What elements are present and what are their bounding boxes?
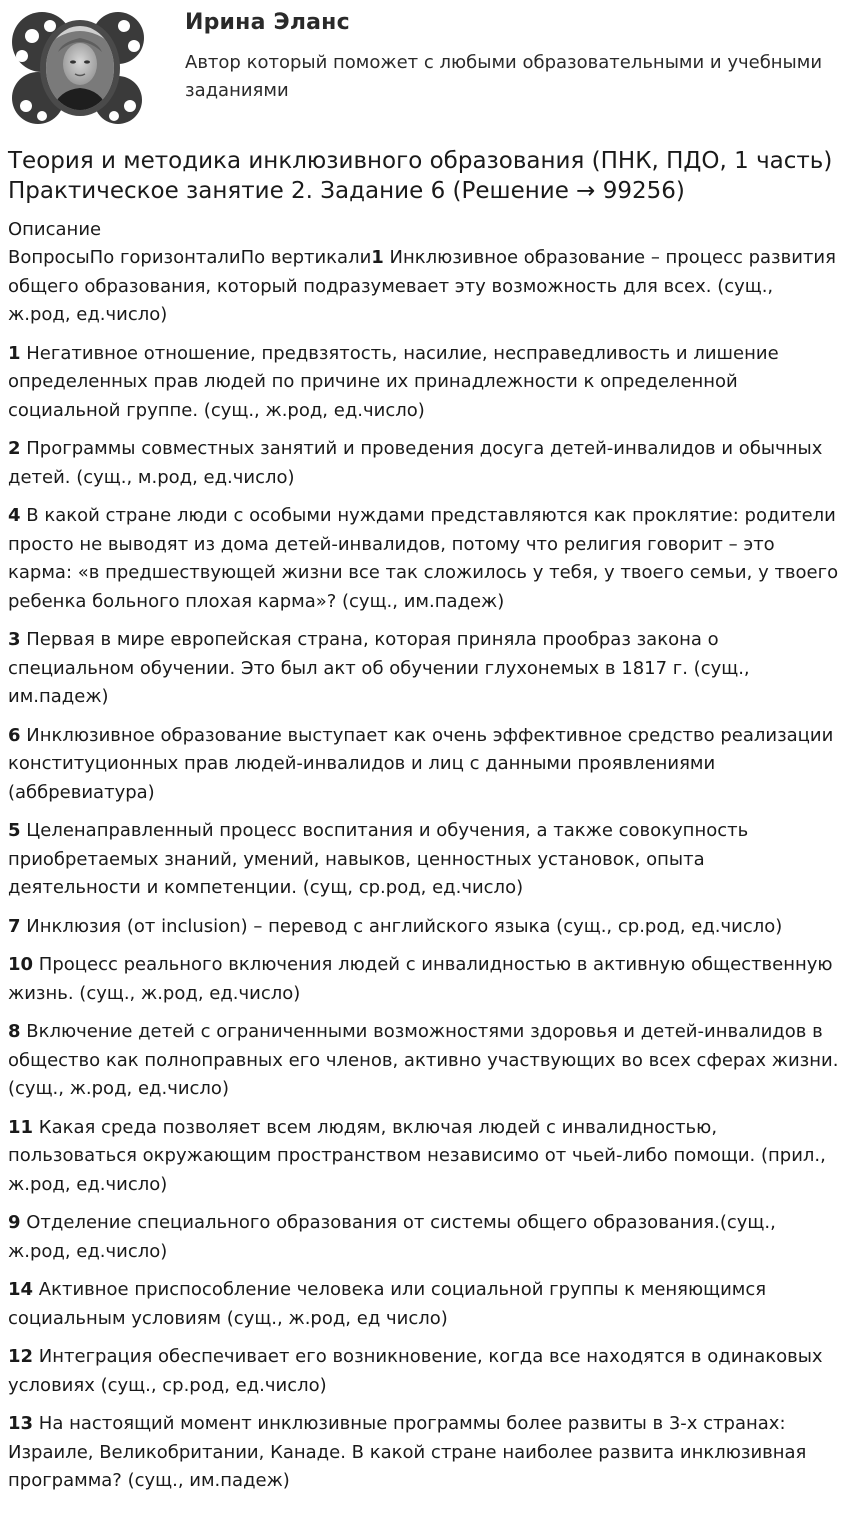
author-avatar[interactable] <box>6 6 152 128</box>
question-text: Активное приспособление человека или социальной группы к меняющимся социальным условиям (сущ., ж.род, ед число) <box>8 1279 767 1329</box>
question-number: 2 <box>8 438 21 459</box>
question-number: 6 <box>8 724 21 746</box>
author-description: Автор который поможет с любыми образовательными и учебными заданиями <box>185 52 823 101</box>
question-number: 4 <box>8 505 21 526</box>
question-text: В какой стране люди с особыми нуждами представляются как проклятие: родители просто не выводят из дома детей-инвалидов, потому что религия говорит – это карма: «в предшествующей жизни все так сложилось у тебя, у твоего семьи, у твоего ребенка больного плохая карма»? (сущ., им.падеж) <box>8 505 839 612</box>
question-number: 12 <box>8 1346 34 1367</box>
question-text: Какая среда позволяет всем людям, включая людей с инвалидностью, пользоваться окружающим пространством независимо от чьей-либо помощи. (прил., ж.род, ед.число) <box>8 1116 826 1195</box>
question-text: Процесс реального включения людей с инвалидностью в активную общественную жизнь. (сущ., ж.род, ед.число) <box>8 954 833 1004</box>
task-content <box>8 146 840 1506</box>
question-item <box>8 1410 840 1496</box>
description-label: Описание <box>8 219 102 240</box>
question-text: Инклюзивное образование – процесс развития общего образования, который подразумевает эту возможность для всех. (сущ., ж.род, ед.число) <box>8 247 836 325</box>
question-number: 7 <box>8 915 21 937</box>
question-number: 13 <box>8 1413 34 1434</box>
question-number: 11 <box>8 1116 34 1138</box>
question-text: Первая в мире европейская страна, которая приняла прообраз закона о специальном обучении. Это был акт об обучении глухонемых в 1817 г. (сущ., им.падеж) <box>8 629 750 707</box>
intro-prefix: ВопросыПо горизонталиПо вертикали <box>8 247 372 268</box>
question-item <box>8 951 840 1008</box>
question-item <box>8 817 840 903</box>
question-text: Целенаправленный процесс воспитания и обучения, а также совокупность приобретаемых знаний, умений, навыков, ценностных установок, опыта деятельности и компетенции. (сущ, ср.род, ед.число) <box>8 820 749 898</box>
question-item <box>8 244 840 330</box>
question-number: 5 <box>8 820 21 841</box>
question-text: Программы совместных занятий и проведения досуга детей-инвалидов и обычных детей. (сущ., м.род, ед.число) <box>8 438 823 488</box>
question-number: 8 <box>8 1021 21 1042</box>
question-number: 14 <box>8 1279 34 1300</box>
questions-list <box>8 244 840 1496</box>
question-item <box>8 722 840 808</box>
question-item <box>8 435 840 492</box>
question-text: Включение детей с ограниченными возможностями здоровья и детей-инвалидов в общество как полноправных его членов, активно участвующих во всех сферах жизни. (сущ., ж.род, ед.число) <box>8 1021 839 1099</box>
question-item <box>8 1018 840 1104</box>
question-text: Отделение специального образования от системы общего образования.(сущ., ж.род, ед.число) <box>8 1212 776 1262</box>
question-item <box>8 340 840 426</box>
question-item <box>8 913 840 942</box>
question-text: Инклюзия (от inclusion) – перевод с английского языка (сущ., ср.род, ед.число) <box>26 915 783 937</box>
question-item <box>8 1209 840 1266</box>
page-title: Теория и методика инклюзивного образования (ПНК, ПДО, 1 часть) Практическое занятие 2. Задание 6 (Решение → 99256) <box>8 148 833 204</box>
question-text: Инклюзивное образование выступает как очень эффективное средство реализации конституционных прав людей-инвалидов и лиц с данными проявлениями (аббревиатура) <box>8 724 834 803</box>
author-card <box>0 0 847 140</box>
question-text: На настоящий момент инклюзивные программы более развиты в 3-х странах: Израиле, Великобритании, Канаде. В какой стране наиболее развита инклюзивная программа? (сущ., им.падеж) <box>8 1413 807 1491</box>
question-text: Негативное отношение, предвзятость, насилие, несправедливость и лишение определенных прав людей по причине их принадлежности к определенной социальной группе. (сущ., ж.род, ед.число) <box>8 342 779 421</box>
question-text: Интеграция обеспечивает его возникновение, когда все находятся в одинаковых условиях (сущ., ср.род, ед.число) <box>8 1346 823 1396</box>
question-item <box>8 1276 840 1333</box>
question-number: 10 <box>8 954 34 975</box>
author-name[interactable]: Ирина Эланс <box>185 10 350 35</box>
question-item <box>8 502 840 616</box>
question-number: 1 <box>8 342 21 364</box>
question-item <box>8 626 840 712</box>
question-number: 1 <box>371 247 384 268</box>
question-item <box>8 1114 840 1200</box>
question-number: 3 <box>8 629 21 650</box>
question-number: 9 <box>8 1212 21 1233</box>
question-item <box>8 1343 840 1400</box>
